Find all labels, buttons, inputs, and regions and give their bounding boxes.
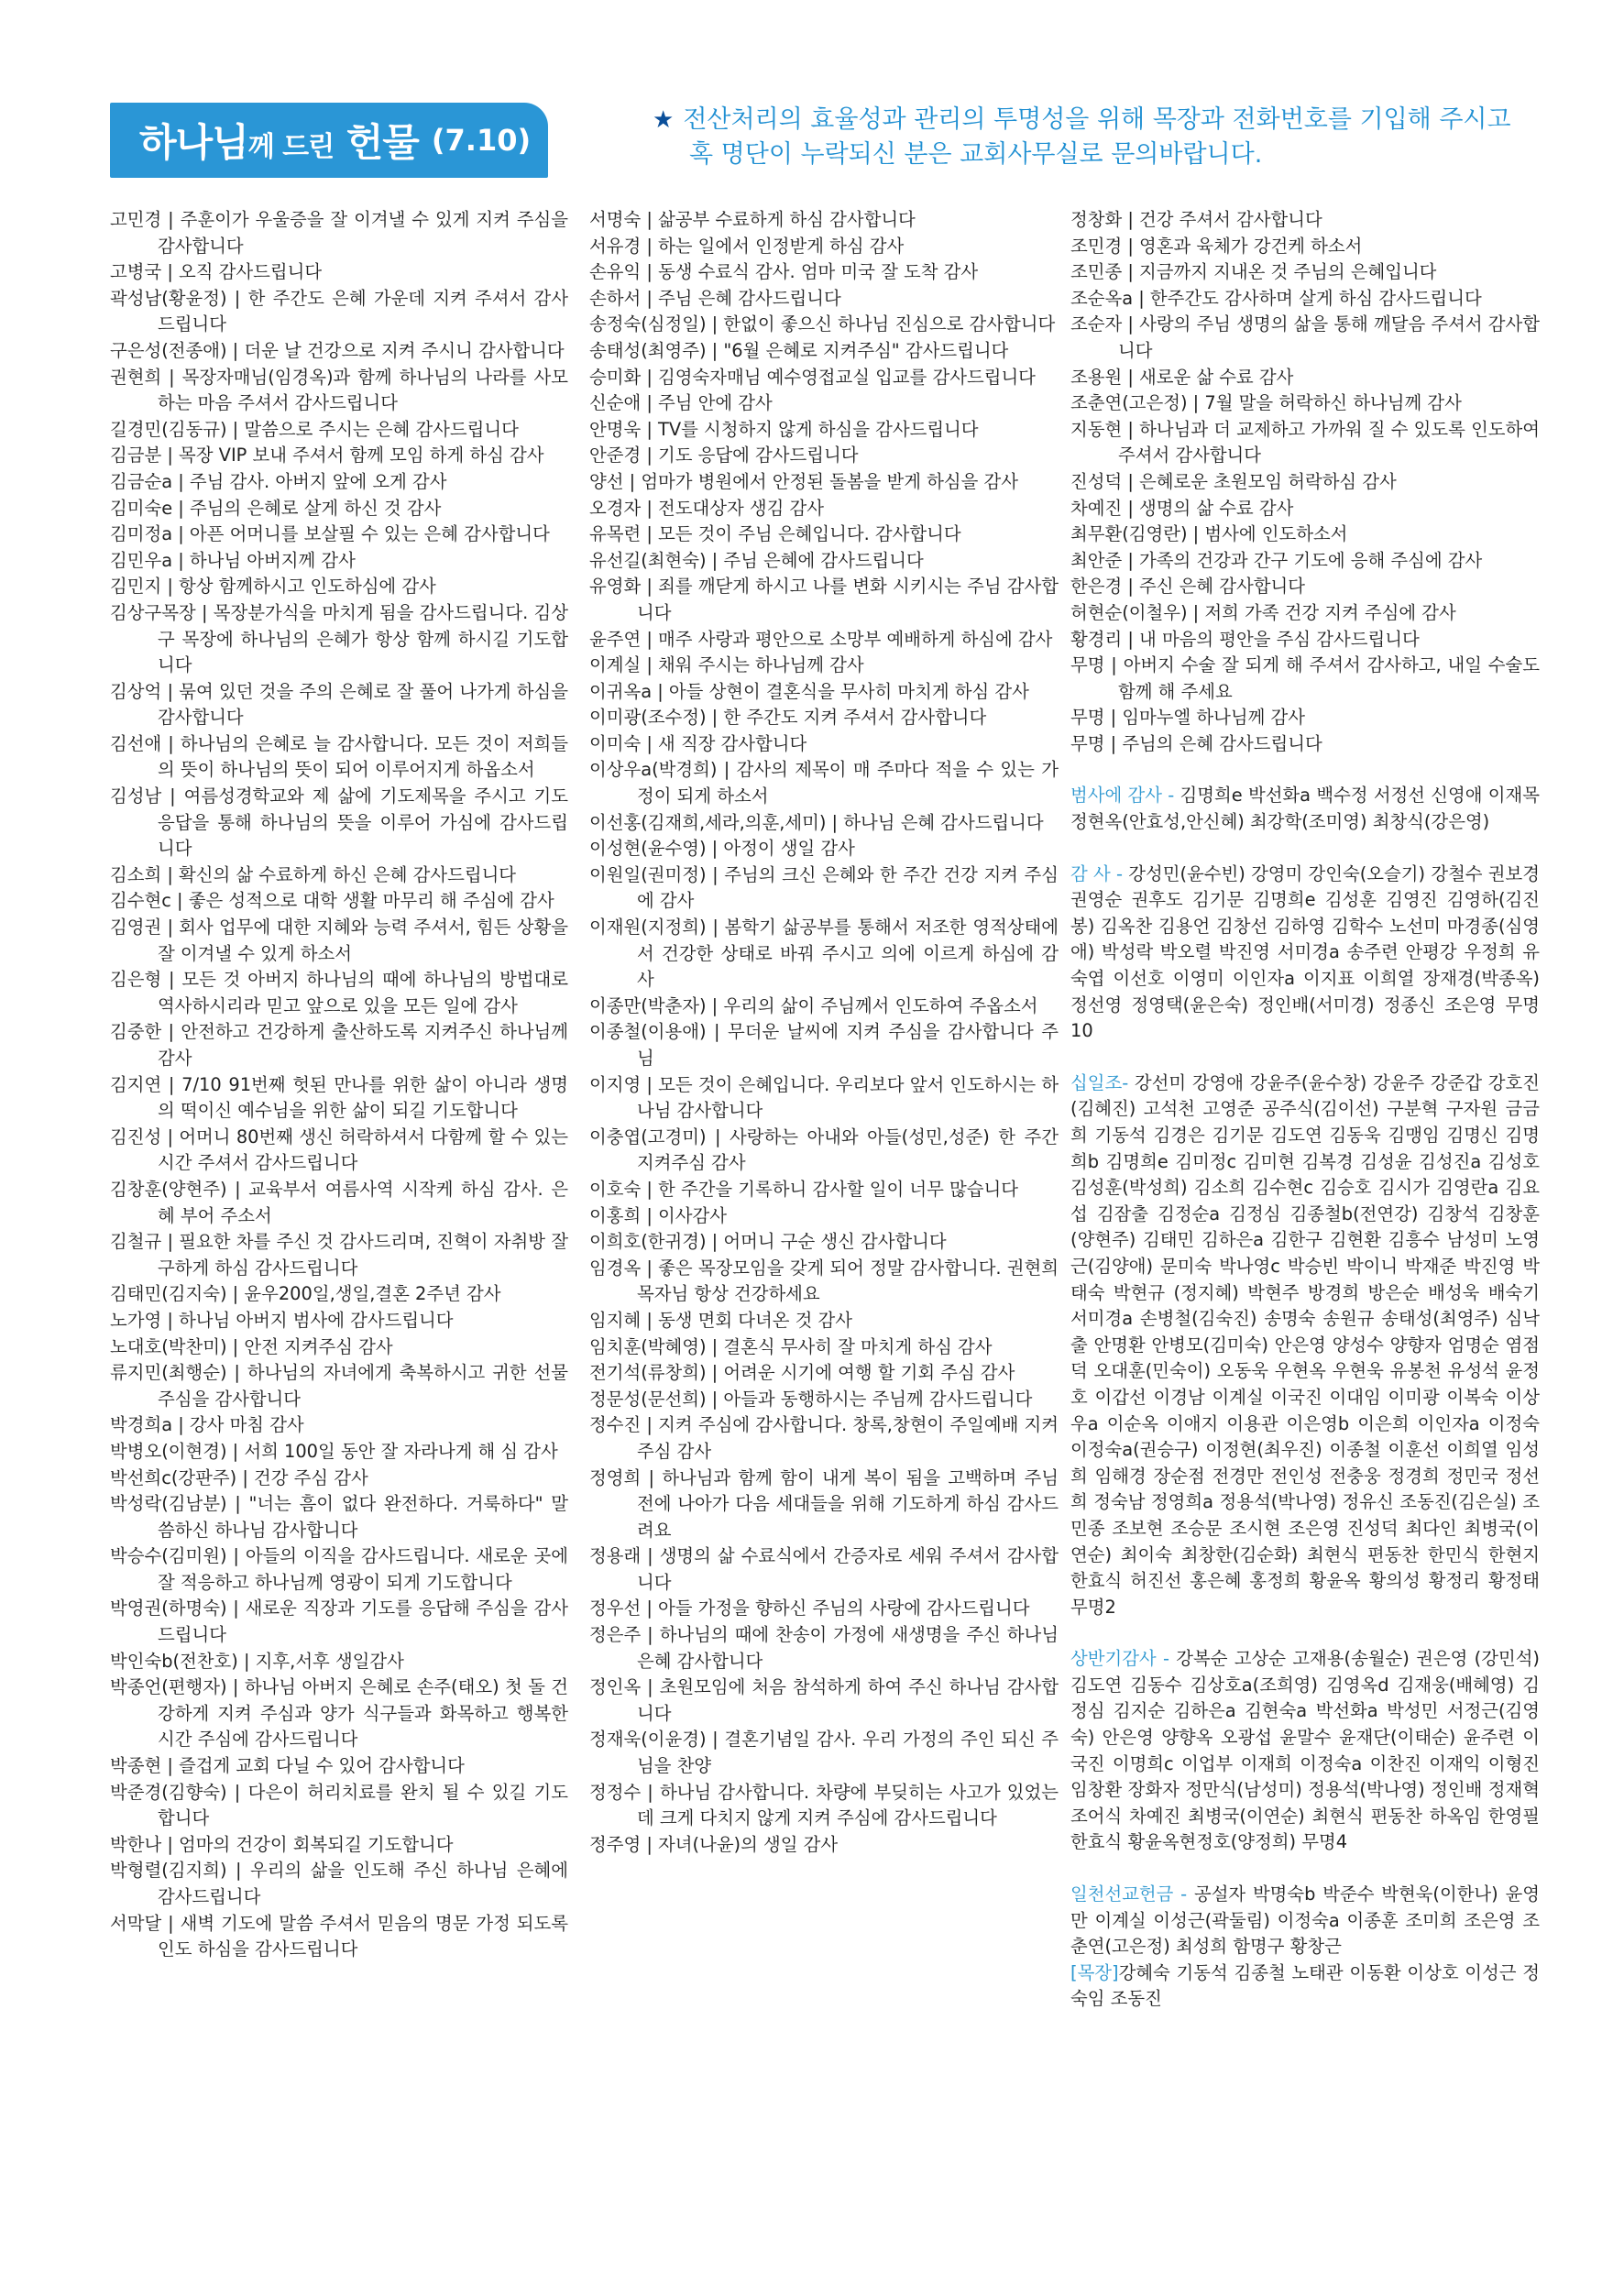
offering-entry: 박종언(편행자) | 하나님 아버지 은혜로 손주(태오) 첫 돌 건강하게 지켜 주심과 양가 식구들과 화목하고 행복한 시간 주심에 감사드립니다 <box>110 1676 568 1751</box>
offering-entry: 고병국 | 오직 감사드립니다 <box>110 261 323 283</box>
offering-entry: 정우선 | 아들 가정을 향하신 주님의 사랑에 감사드립니다 <box>589 1598 1030 1620</box>
offering-entry: 임지혜 | 동생 면회 다녀온 것 감사 <box>589 1309 853 1331</box>
offering-entry: 전기석(류창희) | 어려운 시기에 여행 할 기회 주심 감사 <box>589 1362 1015 1384</box>
offering-entry: 정주영 | 자녀(나윤)의 생일 감사 <box>589 1833 839 1855</box>
offering-entry: 조순옥a | 한주간도 감사하며 살게 하심 감사드립니다 <box>1070 287 1482 309</box>
offering-entry: 이지영 | 모든 것이 은혜입니다. 우리보다 앞서 인도하시는 하나님 감사합니다 <box>589 1073 1059 1122</box>
offering-entry: 김금순a | 주님 감사. 아버지 앞에 오게 감사 <box>110 470 447 492</box>
offering-group <box>1070 1071 1540 1620</box>
offering-entry: 임경옥 | 좋은 목장모임을 갖게 되어 정말 감사합니다. 권현희 목자님 항상 건강하세요 <box>589 1257 1059 1305</box>
offering-column-2 <box>589 207 1059 1858</box>
offering-group-label: 범사에 감사 - <box>1070 785 1175 807</box>
offering-group-label: 상반기감사 - <box>1070 1648 1169 1670</box>
offering-entry: 김상구목장 | 목장분가식을 마치게 됨을 감사드립니다. 김상구 목장에 하나님의 은혜가 항상 함께 하시길 기도합니다 <box>110 601 568 676</box>
offering-entry: 오경자 | 전도대상자 생김 감사 <box>589 497 824 519</box>
offering-column-1 <box>110 207 568 1963</box>
offering-group-label: 감 사 - <box>1070 862 1124 884</box>
offering-entry: 임치훈(박혜영) | 결혼식 무사히 잘 마치게 하심 감사 <box>589 1335 993 1357</box>
offering-entry: 차예진 | 생명의 삶 수료 감사 <box>1070 497 1294 519</box>
offering-entry: 정용래 | 생명의 삶 수료식에서 간증자로 세워 주셔서 감사합니다 <box>589 1545 1059 1593</box>
offering-entry: 이충엽(고경미) | 사랑하는 아내와 아들(성민,성준) 한 주간 지켜주심 감사 <box>589 1126 1059 1174</box>
offering-entry: 조민종 | 지금까지 지내온 것 주님의 은혜입니다 <box>1070 261 1437 283</box>
offering-entry: 박종현 | 즐겁게 교회 다닐 수 있어 감사합니다 <box>110 1755 465 1777</box>
offering-entry: 이희호(한귀경) | 어머니 구순 생신 감사합니다 <box>589 1231 947 1253</box>
offering-entry: 이종만(박춘자) | 우리의 삶이 주님께서 인도하여 주옵소서 <box>589 994 1038 1016</box>
section-title: 하나님께 드린 헌물 <box>139 120 419 165</box>
offering-entry: 김은형 | 모든 것 아버지 하나님의 때에 하나님의 방법대로 역사하시리라 믿고 앞으로 있을 모든 일에 감사 <box>110 969 568 1016</box>
offering-entry: 김성남 | 여름성경학교와 제 삶에 기도제목을 주시고 기도 응답을 통해 하나님의 뜻을 이루어 가심에 감사드립니다 <box>110 785 568 860</box>
offering-entry: 유목련 | 모든 것이 주님 은혜입니다. 감사합니다 <box>589 523 961 545</box>
offering-entry: 최무환(김영란) | 범사에 인도하소서 <box>1070 523 1348 545</box>
offering-group-names: 강혜숙 기동석 김종철 노태관 이동환 이상호 이성근 정숙임 조동진 <box>1070 1961 1540 2010</box>
offering-entry: 지동현 | 하나님과 더 교제하고 가까워 질 수 있도록 인도하여 주셔서 감사합니다 <box>1070 418 1540 467</box>
offering-entry: 박경희a | 강사 마침 감사 <box>110 1414 304 1436</box>
offering-entry: 무명 | 아버지 수술 잘 되게 해 주셔서 감사하고, 내일 수술도 함께 해 주세요 <box>1070 654 1540 702</box>
offering-group-names: 강선미 강영애 강윤주(윤수창) 강윤주 강준갑 강호진(김혜진) 고석천 고영준 공주식(김이선) 구분혁 구자원 금금희 기동석 김경은 김기문 김도연 김동욱 김맹임 김명신 김명희b 김명희e 김미정c 김미현 김복경 김성윤 김성진a 김성호 김성훈(박성희) 김소희 김수현c 김승호 김시가 김영란a 김요섭 김잠출 김정순a 김정심 김종철b(전연강) 김창석 김창훈(양현주) 김태민 김하은a 김한구 김현환 김흥수 남성미 노영근(김양애) 문미숙 박나영c 박승빈 박이니 박재준 박진영 박태숙 박현규 (정지혜) 박현주 방경희 방은순 배성욱 배숙기 서미경a 손병철(김숙진) 송명숙 송원규 송태성(최영주) 심낙출 안명환 안병모(김미숙) 안은영 양성수 양향자 엄명순 염점덕 오대훈(민숙이) 오동욱 우현옥 우현욱 유봉천 유성석 윤정호 이갑선 이경남 이계실 이국진 이대임 이미광 이복숙 이상우a 이순옥 이애지 이용관 이은영b 이은희 이인자a 이정숙 이정숙a(권승구) 이정현(최우진) 이종철 이훈선 이희열 임성희 임해경 장순점 전경만 전인성 전충웅 정경희 정민국 정선희 정숙남 정영희a 정용석(박나영) 정유신 조동진(김은실) 조민종 조보현 조승문 조시현 조은영 진성덕 최다인 최병국(이연순) 최이숙 최창한(김순화) 최현식 편동찬 한민식 한현지 한효식 허진선 홍은혜 홍정희 황윤옥 황의성 황정리 황정태 무명2 <box>1070 1071 1540 1618</box>
offering-entry: 박병오(이현경) | 서희 100일 동안 잘 자라나게 해 심 감사 <box>110 1440 558 1462</box>
offering-group-label: 십일조- <box>1070 1071 1129 1093</box>
offering-entry: 김소희 | 확신의 삶 수료하게 하신 은혜 감사드립니다 <box>110 863 517 885</box>
offering-entry: 이원일(권미정) | 주님의 크신 은혜와 한 주간 건강 지켜 주심에 감사 <box>589 863 1059 912</box>
offering-group <box>1070 783 1540 835</box>
offering-entry: 유선길(최현숙) | 주님 은혜에 감사드립니다 <box>589 549 924 571</box>
offering-entry: 서막달 | 새벽 기도에 말씀 주셔서 믿음의 명문 가정 되도록 인도 하심을 감사드립니다 <box>110 1912 568 1960</box>
offering-entry: 길경민(김동규) | 말씀으로 주시는 은혜 감사드립니다 <box>110 418 519 440</box>
offering-entry: 윤주연 | 매주 사랑과 평안으로 소망부 예배하게 하심에 감사 <box>589 628 1053 650</box>
offering-entry: 김창훈(양현주) | 교육부서 여름사역 시작케 하심 감사. 은혜 부어 주소서 <box>110 1178 568 1226</box>
offering-entry: 유영화 | 죄를 깨닫게 하시고 나를 변화 시키시는 주님 감사합니다 <box>589 576 1059 623</box>
spacer <box>1070 836 1540 862</box>
offering-entry: 안준경 | 기도 응답에 감사드립니다 <box>589 445 859 467</box>
spacer <box>1070 1620 1540 1646</box>
offering-entry: 김중한 | 안전하고 건강하게 출산하도록 지켜주신 하나님께 감사 <box>110 1021 568 1069</box>
offering-entry: 정재욱(이윤경) | 결혼기념일 감사. 우리 가정의 주인 되신 주님을 찬양 <box>589 1729 1059 1777</box>
offering-entry: 허현순(이철우) | 저희 가족 건강 지켜 주심에 감사 <box>1070 601 1456 623</box>
offering-entry: 박인숙b(전찬호) | 지후,서후 생일감사 <box>110 1650 404 1672</box>
offering-group <box>1070 862 1540 1045</box>
offering-entry: 정문성(문선희) | 아들과 동행하시는 주님께 감사드립니다 <box>589 1388 1033 1410</box>
offering-entry: 이미숙 | 새 직장 감사합니다 <box>589 732 807 754</box>
offering-entry: 양선 | 엄마가 병원에서 안정된 돌봄을 받게 하심을 감사 <box>589 470 1018 492</box>
offering-entry: 송정숙(심정일) | 한없이 좋으신 하나님 진심으로 감사합니다 <box>589 313 1056 335</box>
offering-entry: 박형렬(김지희) | 우리의 삶을 인도해 주신 하나님 은혜에 감사드립니다 <box>110 1860 568 1907</box>
offering-entry: 김영권 | 회사 업무에 대한 지혜와 능력 주셔서, 힘든 상황을 잘 이겨낼 수 있게 하소서 <box>110 917 568 964</box>
offering-entry: 박승수(김미원) | 아들의 이직을 감사드립니다. 새로운 곳에 잘 적응하고 하나님께 영광이 되게 기도합니다 <box>110 1545 568 1593</box>
offering-entry: 손유익 | 동생 수료식 감사. 엄마 미국 잘 도착 감사 <box>589 261 979 283</box>
offering-entry: 김진성 | 어머니 80번째 생신 허락하셔서 다함께 할 수 있는 시간 주셔서 감사드립니다 <box>110 1126 568 1174</box>
offering-entry: 김수현c | 좋은 성적으로 대학 생활 마무리 해 주심에 감사 <box>110 890 554 912</box>
offering-entry: 이종철(이용애) | 무더운 날씨에 지켜 주심을 감사합니다 주님 <box>589 1021 1059 1069</box>
offering-entry: 노대호(박찬미) | 안전 지켜주심 감사 <box>110 1335 393 1357</box>
offering-group-label: 일천선교헌금 - <box>1070 1883 1188 1905</box>
offering-entry: 최안준 | 가족의 건강과 간구 기도에 응해 주심에 감사 <box>1070 549 1483 571</box>
offering-group <box>1070 1882 1540 1960</box>
star-icon: ★ <box>653 106 675 134</box>
offering-entry: 이호숙 | 한 주간을 기록하니 감사할 일이 너무 많습니다 <box>589 1178 1018 1200</box>
spacer <box>1070 1856 1540 1882</box>
notice-text <box>653 103 1569 172</box>
notice-line-1: 전산처리의 효율성과 관리의 투명성을 위해 목장과 전화번호를 기입해 주시고 <box>683 105 1511 134</box>
offering-entry: 신순애 | 주님 안에 감사 <box>589 392 773 414</box>
offering-entry: 조용원 | 새로운 삶 수료 감사 <box>1070 366 1294 388</box>
offering-entry: 황경리 | 내 마음의 평안을 주심 감사드립니다 <box>1070 628 1420 650</box>
offering-group <box>1070 1646 1540 1856</box>
offering-entry: 이선홍(김재희,세라,의훈,세미) | 하나님 은혜 감사드립니다 <box>589 811 1044 833</box>
offering-entry: 이홍희 | 이사감사 <box>589 1204 727 1226</box>
notice-line-2: 혹 명단이 누락되신 분은 교회사무실로 문의바랍니다. <box>689 140 1263 169</box>
offering-entry: 서명숙 | 삶공부 수료하게 하심 감사합니다 <box>589 209 916 230</box>
offering-entry: 정정수 | 하나님 감사합니다. 차량에 부딪히는 사고가 있었는데 크게 다치지 않게 지켜 주심에 감사드립니다 <box>589 1781 1059 1829</box>
offering-entry: 정창화 | 건강 주셔서 감사합니다 <box>1070 209 1322 230</box>
offering-entry: 정영희 | 하나님과 함께 함이 내게 복이 됨을 고백하며 주님 전에 나아가 다음 세대들을 위해 기도하게 하심 감사드려요 <box>589 1466 1059 1541</box>
offering-group-names: 강성민(윤수빈) 강영미 강인숙(오슬기) 강철수 권보경 권영순 권후도 김기문 김명희e 김성훈 김영진 김영하(김진봉) 김옥찬 김용언 김창선 김하영 김학수 노선미 마경종(심영애) 박성락 박오렬 박진영 서미경a 송주련 안평강 우정희 유숙엽 이선호 이영미 이인자a 이지표 이희열 장재경(박종옥) 정선영 정영택(윤은숙) 정인배(서미경) 정종신 조은영 무명10 <box>1070 862 1540 1042</box>
offering-entry: 정은주 | 하나님의 때에 찬송이 가정에 새생명을 주신 하나님은혜 감사합니다 <box>589 1624 1059 1672</box>
offering-group-label: [목장] <box>1070 1961 1119 1983</box>
offering-entry: 노가영 | 하나님 아버지 범사에 감사드립니다 <box>110 1309 454 1331</box>
offering-entry: 정인옥 | 초원모임에 처음 참석하게 하여 주신 하나님 감사합니다 <box>589 1676 1059 1724</box>
offering-entry: 김지연 | 7/10 91번째 헛된 만나를 위한 삶이 아니라 생명의 떡이신 예수님을 위한 삶이 되길 기도합니다 <box>110 1073 568 1122</box>
offering-entry: 이재원(지정희) | 봄학기 삶공부를 통해서 저조한 영적상태에서 건강한 상태로 바꿔 주시고 의에 이르게 하심에 감사 <box>589 917 1059 991</box>
offering-entry: 한은경 | 주신 은혜 감사합니다 <box>1070 576 1305 598</box>
offering-entry: 서유경 | 하는 일에서 인정받게 하심 감사 <box>589 235 905 257</box>
offering-group <box>1070 1960 1540 2013</box>
offering-entry: 류지민(최행순) | 하나님의 자녀에게 축복하시고 귀한 선물 주심을 감사합니다 <box>110 1362 568 1410</box>
offering-group-names: 공설자 박명숙b 박준수 박현욱(이한나) 윤영만 이계실 이성근(곽둘림) 이정숙a 이종훈 조미희 조은영 조춘연(고은정) 최성희 함명구 황창근 <box>1070 1883 1540 1958</box>
offering-entry: 조민경 | 영혼과 육체가 강건케 하소서 <box>1070 235 1363 257</box>
offering-column-3-entries <box>1070 207 1540 757</box>
offering-group-names: 강복순 고상순 고재용(송월순) 권은영 (강민석) 김도연 김동수 김상호a(조희영) 김영옥d 김재웅(배혜영) 김정심 김지순 김하은a 김현숙a 박선화a 박성민 서정근(김영숙) 안은영 양향옥 오광섭 윤말수 윤재단(이태순) 윤주련 이국진 이명희c 이업부 이재희 이정숙a 이찬진 이재익 이형진 임창환 장화자 정만식(남성미) 정용석(박나영) 정인배 정재혁 조어식 차예진 최병국(이연순) 최현식 편동찬 하옥임 한영필 한효식 황윤옥현정호(양정희) 무명4 <box>1070 1648 1540 1853</box>
offering-entry: 송태성(최영주) | "6월 은혜로 지켜주심" 감사드립니다 <box>589 339 1009 361</box>
offering-entry: 진성덕 | 은혜로운 초원모임 허락하심 감사 <box>1070 470 1397 492</box>
offering-entry: 박선희c(강판주) | 건강 주심 감사 <box>110 1466 368 1488</box>
offering-entry: 김철규 | 필요한 차를 주신 것 감사드리며, 진혁이 자취방 잘 구하게 하심 감사드립니다 <box>110 1231 568 1279</box>
offering-entry: 무명 | 임마누엘 하나님께 감사 <box>1070 707 1305 729</box>
offering-entry: 권현희 | 목장자매님(임경옥)과 함께 하나님의 나라를 사모하는 마음 주셔서 감사드립니다 <box>110 366 568 414</box>
offering-column-3 <box>1070 207 1540 2013</box>
offering-entry: 이성현(윤수영) | 아정이 생일 감사 <box>589 838 855 860</box>
offering-entry: 김선애 | 하나님의 은혜로 늘 감사합니다. 모든 것이 저희들의 뜻이 하나님의 뜻이 되어 이루어지게 하옵소서 <box>110 732 568 781</box>
offering-entry: 박영권(하명숙) | 새로운 직장과 기도를 응답해 주심을 감사드립니다 <box>110 1598 568 1646</box>
section-date: (7.10) <box>431 123 532 158</box>
offering-entry: 김민지 | 항상 함께하시고 인도하심에 감사 <box>110 576 436 598</box>
offering-entry: 승미화 | 김영숙자매님 예수영접교실 입교를 감사드립니다 <box>589 366 1036 388</box>
offering-entry: 박성락(김남분) | "너는 흠이 없다 완전하다. 거룩하다" 말씀하신 하나님 감사합니다 <box>110 1493 568 1541</box>
offering-entry: 곽성남(황윤정) | 한 주간도 은혜 가운데 지켜 주셔서 감사드립니다 <box>110 287 568 335</box>
offering-entry: 김상억 | 묶여 있던 것을 주의 은혜로 잘 풀어 나가게 하심을 감사합니다 <box>110 680 568 729</box>
offering-entry: 이미광(조수정) | 한 주간도 지켜 주셔서 감사합니다 <box>589 707 987 729</box>
offering-entry: 이귀옥a | 아들 상현이 결혼식을 무사히 마치게 하심 감사 <box>589 680 1029 702</box>
offering-entry: 안명욱 | TV를 시청하지 않게 하심을 감사드립니다 <box>589 418 979 440</box>
offering-entry: 김금분 | 목장 VIP 보내 주셔서 함께 모임 하게 하심 감사 <box>110 445 544 467</box>
offering-entry: 이계실 | 채워 주시는 하나님께 감사 <box>589 654 864 676</box>
spacer <box>1070 1045 1540 1071</box>
offering-entry: 정수진 | 지켜 주심에 감사합니다. 창록,창현이 주일예배 지켜 주심 감사 <box>589 1414 1059 1462</box>
offering-entry: 김태민(김지숙) | 윤우200일,생일,결혼 2주년 감사 <box>110 1283 501 1305</box>
offering-entry: 고민경 | 주훈이가 우울증을 잘 이겨낼 수 있게 지켜 주심을 감사합니다 <box>110 209 568 257</box>
offering-entry: 김민우a | 하나님 아버지께 감사 <box>110 549 356 571</box>
offering-entry: 조춘연(고은정) | 7월 말을 허락하신 하나님께 감사 <box>1070 392 1462 414</box>
offering-entry: 구은성(전종애) | 더운 날 건강으로 지켜 주시니 감사합니다 <box>110 339 565 361</box>
offering-groups <box>1070 783 1540 2013</box>
offering-entry: 박준경(김향숙) | 다은이 허리치료를 완치 될 수 있길 기도합니다 <box>110 1781 568 1829</box>
section-title-banner <box>110 103 548 178</box>
offering-entry: 김미숙e | 주님의 은혜로 살게 하신 것 감사 <box>110 497 442 519</box>
offering-group-names: 김명희e 박선화a 백수정 서정선 신영애 이재목 정현옥(안효성,안신혜) 최강학(조미영) 최창식(강은영) <box>1070 785 1540 833</box>
offering-entry: 손하서 | 주님 은혜 감사드립니다 <box>589 287 841 309</box>
offering-entry: 무명 | 주님의 은혜 감사드립니다 <box>1070 732 1322 754</box>
offering-entry: 이상우a(박경희) | 감사의 제목이 매 주마다 적을 수 있는 가정이 되게 하소서 <box>589 759 1059 807</box>
offering-entry: 김미정a | 아픈 어머니를 보살필 수 있는 은혜 감사합니다 <box>110 523 550 545</box>
offering-entry: 조순자 | 사랑의 주님 생명의 삶을 통해 깨달음 주셔서 감사합니다 <box>1070 313 1540 361</box>
spacer <box>1070 757 1540 783</box>
offering-entry: 박한나 | 엄마의 건강이 회복되길 기도합니다 <box>110 1833 454 1855</box>
